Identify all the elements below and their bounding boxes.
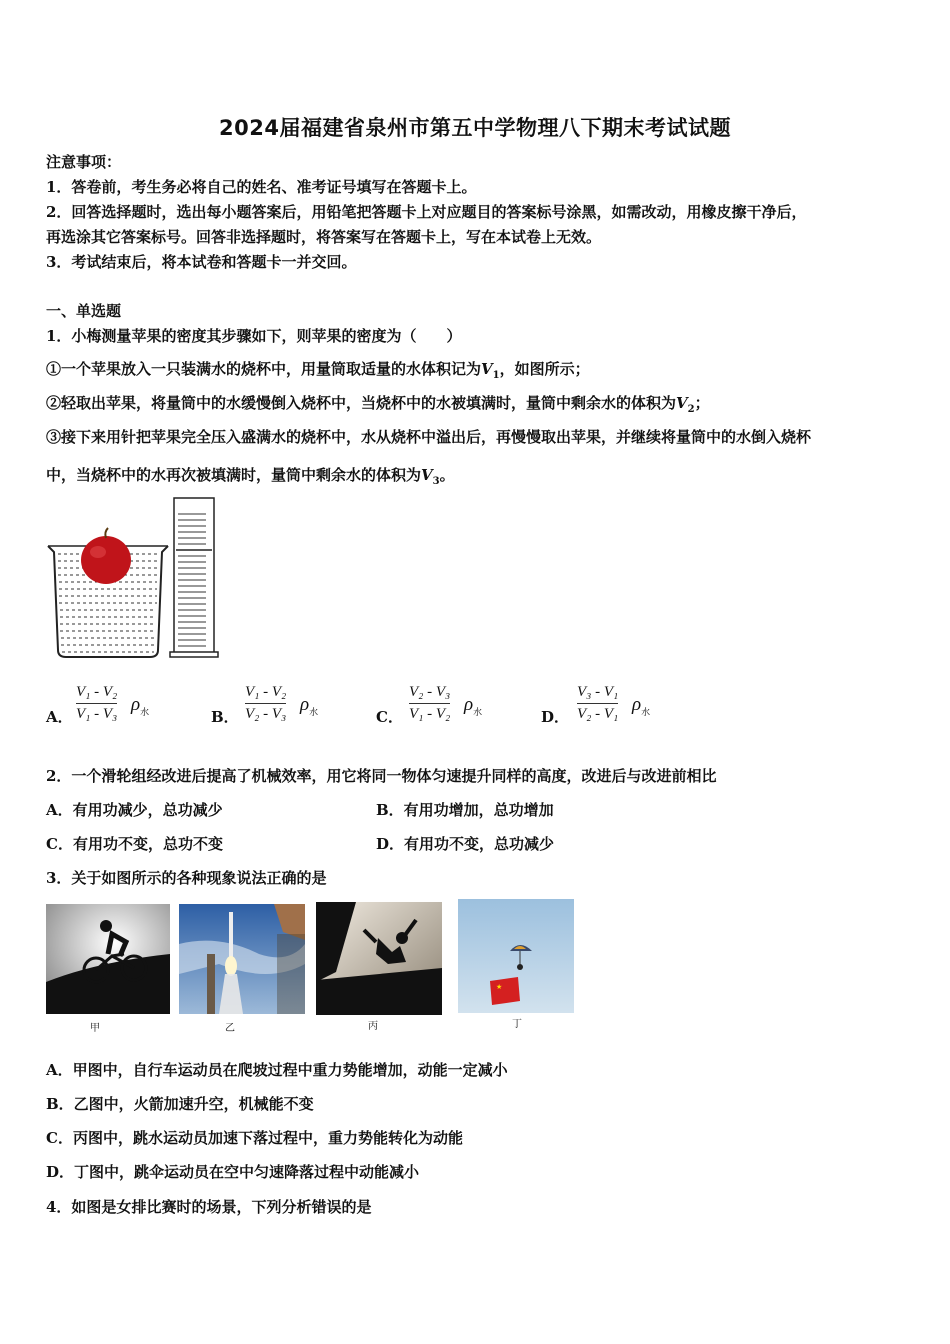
rho-symbol (464, 694, 482, 718)
q1-step2-end: ； (694, 394, 710, 412)
svg-text:★: ★ (496, 983, 503, 991)
apple-beaker-diagram (44, 494, 234, 664)
caption-yi: 乙 (225, 1023, 235, 1034)
measuring-cylinder (170, 498, 218, 657)
var-sub: 3 (432, 476, 440, 487)
q1-step1-text: ①一个苹果放入一只装满水的烧杯中，用量筒取适量的水体积记为 (46, 360, 482, 378)
q3-option-a: A．甲图中，自行车运动员在爬坡过程中重力势能增加，动能一定减小 (46, 1061, 508, 1079)
var-v: V (676, 394, 688, 412)
rho-sub: 水 (473, 707, 483, 718)
rho: ρ (464, 694, 474, 715)
q1-option-d-fraction (577, 684, 618, 723)
q1-option-a-label: A． (46, 708, 73, 726)
q1-option-b-fraction (245, 684, 286, 723)
var-v: V (481, 360, 493, 378)
q1-step1 (46, 359, 590, 386)
q1-option-d-label: D． (541, 708, 570, 726)
caption-ding: 丁 (512, 1019, 522, 1030)
fraction-bar (245, 703, 286, 704)
photo-diver (316, 902, 442, 1015)
rho: ρ (300, 694, 310, 715)
caption-bing: 丙 (368, 1021, 378, 1032)
rho-symbol (300, 694, 318, 718)
q1-step3a: ③接下来用针把苹果完全压入盛满水的烧杯中，水从烧杯中溢出后，再慢慢取出苹果，并继续将量筒中的水倒入烧杯 (46, 428, 812, 446)
numerator: V₂ - V₃ (409, 684, 451, 700)
q1-step2-text: ②轻取出苹果，将量筒中的水缓慢倒入烧杯中，当烧杯中的水被填满时，量筒中剩余水的体积为 (46, 394, 677, 412)
numerator: V₁ - V₂ (245, 684, 287, 700)
rho-symbol (131, 694, 149, 718)
rho-sub: 水 (140, 707, 150, 718)
q1-option-c-fraction (409, 684, 450, 723)
rho-sub: 水 (309, 707, 319, 718)
photo-cyclist (46, 904, 170, 1014)
rho: ρ (131, 694, 141, 715)
q2-option-b: B．有用功增加，总功增加 (376, 801, 554, 819)
q1-step1-end: ，如图所示； (499, 360, 590, 378)
var-sub: 1 (492, 370, 500, 381)
fraction-bar (76, 703, 117, 704)
denominator: V₁ - V₂ (409, 706, 451, 722)
fraction-bar (409, 703, 450, 704)
q4-stem: 4．如图是女排比赛时的场景，下列分析错误的是 (46, 1198, 372, 1216)
notice-item: 1．答卷前，考生务必将自己的姓名、准考证号填写在答题卡上。 (46, 178, 477, 196)
numerator: V₃ - V₁ (577, 684, 619, 700)
photo-rocket (179, 904, 305, 1014)
apple-icon (81, 528, 131, 584)
caption-jia: 甲 (90, 1023, 100, 1034)
var-v: V (421, 466, 433, 484)
rho: ρ (632, 694, 642, 715)
q3-option-c: C．丙图中，跳水运动员加速下落过程中，重力势能转化为动能 (46, 1129, 463, 1147)
q3-option-b: B．乙图中，火箭加速升空，机械能不变 (46, 1095, 314, 1113)
var-sub: 2 (687, 404, 695, 415)
q1-step3b (46, 465, 455, 492)
notice-item: 2．回答选择题时，选出每小题答案后，用铅笔把答题卡上对应题目的答案标号涂黑，如需改动，用橡皮擦干净后， (46, 203, 807, 221)
q1-step3-end: 。 (439, 466, 455, 484)
fraction-bar (577, 703, 618, 704)
numerator: V₁ - V₂ (76, 684, 118, 700)
denominator: V₁ - V₃ (76, 706, 118, 722)
rho-symbol (632, 694, 650, 718)
photo-parachute (458, 899, 574, 1013)
q1-step2 (46, 393, 710, 420)
q2-option-c: C．有用功不变，总功不变 (46, 835, 223, 853)
rho-sub: 水 (641, 707, 651, 718)
q1-step3b-text: 中，当烧杯中的水再次被填满时，量筒中剩余水的体积为 (46, 466, 422, 484)
q2-stem: 2．一个滑轮组经改进后提高了机械效率，用它将同一物体匀速提升同样的高度，改进后与改进前相比 (46, 767, 717, 785)
notice-item: 再选涂其它答案标号。回答非选择题时，将答案写在答题卡上，写在本试卷上无效。 (46, 228, 602, 246)
denominator: V₂ - V₃ (245, 706, 287, 722)
section-heading: 一、单选题 (46, 302, 122, 320)
q3-option-d: D．丁图中，跳伞运动员在空中匀速降落过程中动能减小 (46, 1163, 420, 1181)
q2-option-a: A．有用功减少，总功减少 (46, 801, 223, 819)
q2-option-d: D．有用功不变，总功减少 (376, 835, 555, 853)
q1-option-b-label: B． (211, 708, 239, 726)
notice-item: 3．考试结束后，将本试卷和答题卡一并交回。 (46, 253, 357, 271)
q3-stem: 3．关于如图所示的各种现象说法正确的是 (46, 869, 327, 887)
page-title: 2024届福建省泉州市第五中学物理八下期末考试试题 (219, 116, 731, 140)
q1-stem: 1．小梅测量苹果的密度其步骤如下，则苹果的密度为（ ） (46, 327, 462, 345)
q1-option-c-label: C． (376, 708, 403, 726)
q1-option-a-fraction (76, 684, 117, 723)
denominator: V₂ - V₁ (577, 706, 619, 722)
notice-heading: 注意事项： (46, 153, 122, 171)
